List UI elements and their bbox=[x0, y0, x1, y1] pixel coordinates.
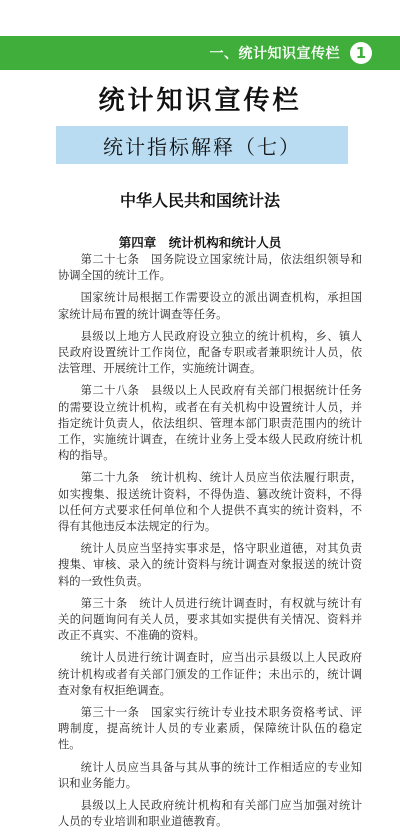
paragraph: 县级以上人民政府统计机构和有关部门应当加强对统计人员的专业培训和职业道德教育。 bbox=[58, 799, 362, 829]
paragraph: 第二十八条 县级以上人民政府有关部门根据统计任务的需要设立统计机构，或者在有关机构中设置统计人员，并指定统计负责人，依法组织、管理本部门职责范围内的统计工作，实施统计调查，在统计业务上受本级人民政府统计机构的指导。 bbox=[58, 384, 362, 463]
header-bar bbox=[0, 36, 400, 70]
article-body bbox=[58, 252, 362, 837]
paragraph: 县级以上地方人民政府设立独立的统计机构，乡、镇人民政府设置统计工作岗位，配备专职或者兼职统计人员，依法管理、开展统计工作，实施统计调查。 bbox=[58, 329, 362, 376]
paragraph: 国家统计局根据工作需要设立的派出调查机构，承担国家统计局布置的统计调查等任务。 bbox=[58, 291, 362, 321]
paragraph: 统计人员进行统计调查时，应当出示县级以上人民政府统计机构或者有关部门颁发的工作证件；未出示的，统计调查对象有权拒绝调查。 bbox=[58, 651, 362, 697]
page-title: 统计知识宣传栏 bbox=[98, 86, 302, 116]
subtitle-text: 统计指标解释（七） bbox=[103, 134, 301, 159]
law-title: 中华人民共和国统计法 bbox=[119, 191, 280, 210]
paragraph: 统计人员应当坚持实事求是，恪守职业道德，对其负责搜集、审核、录入的统计资料与统计调查对象报送的统计资料的一致性负责。 bbox=[58, 542, 362, 588]
paragraph: 第三十条 统计人员进行统计调查时，有权就与统计有关的问题询问有关人员，要求其如实提供有关情况、资料并改正不真实、不准确的资料。 bbox=[58, 596, 362, 643]
chapter-title: 第四章 统计机构和统计人员 bbox=[118, 235, 282, 250]
paragraph: 第二十七条 国务院设立国家统计局，依法组织领导和协调全国的统计工作。 bbox=[58, 253, 362, 283]
section-title: 一、统计知识宣传栏 bbox=[209, 46, 340, 62]
paragraph: 第三十一条 国家实行统计专业技术职务资格考试、评聘制度，提高统计人员的专业素质，保障统计队伍的稳定性。 bbox=[58, 706, 362, 752]
paragraph: 统计人员应当具备与其从事的统计工作相适应的专业知识和业务能力。 bbox=[58, 760, 362, 790]
subtitle-banner bbox=[56, 126, 348, 164]
section-number-badge: 1 bbox=[350, 42, 372, 64]
paragraph: 第二十九条 统计机构、统计人员应当依法履行职责，如实搜集、报送统计资料，不得伪造、篡改统计资料，不得以任何方式要求任何单位和个人提供不真实的统计资料，不得有其他违反本法规定的行为。 bbox=[58, 471, 362, 534]
